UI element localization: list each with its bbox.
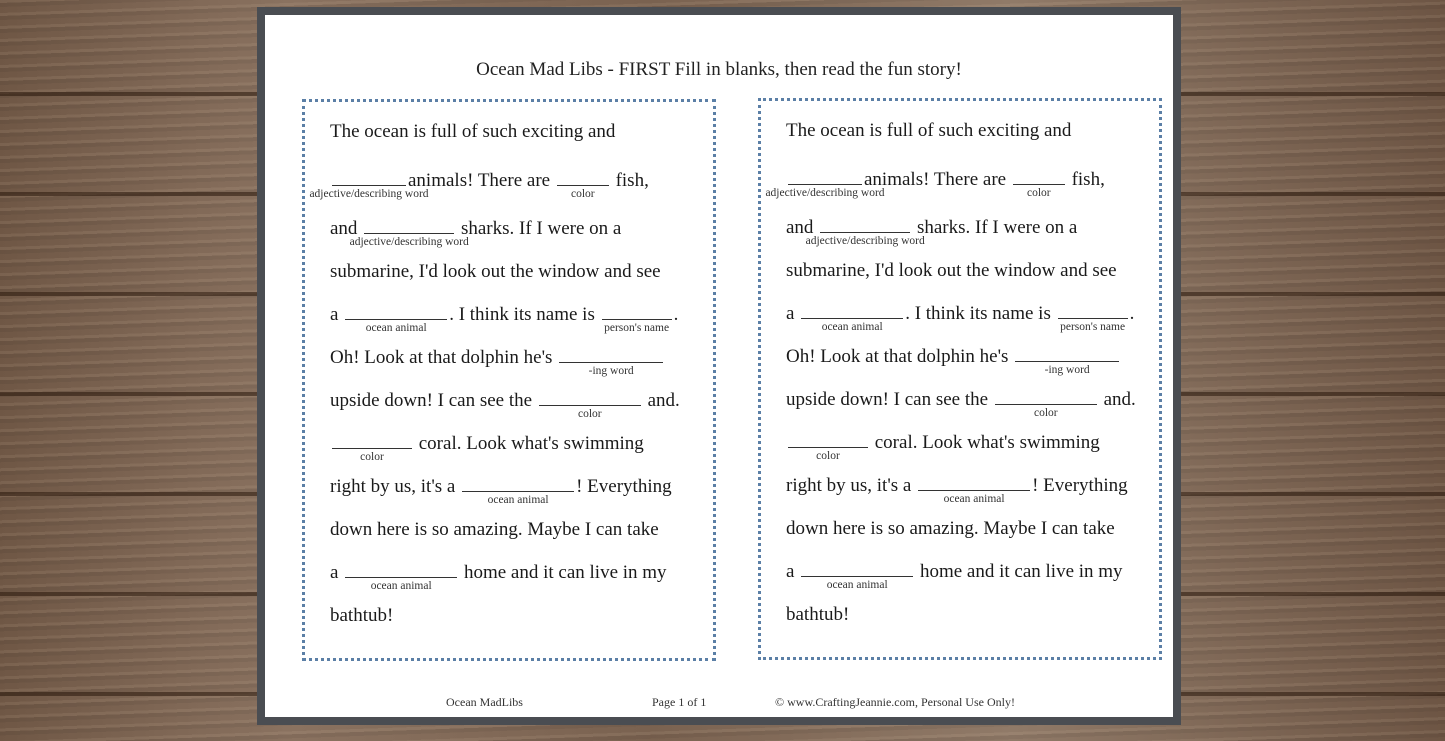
story-line: adjective/describing word animals! There are color fish,	[309, 170, 649, 200]
story-line: The ocean is full of such exciting and	[786, 120, 1072, 141]
story-line: and adjective/describing word sharks. If I were on a	[330, 218, 622, 248]
page-title: Ocean Mad Libs - FIRST Fill in blanks, then read the fun story!	[476, 59, 962, 80]
hint-label: ocean animal	[821, 321, 883, 333]
hint-label: person's name	[604, 322, 670, 334]
story-line: a ocean animal home and it can live in my	[330, 562, 667, 592]
story-line: down here is so amazing. Maybe I can take	[330, 519, 659, 540]
hint-label: -ing word	[588, 365, 634, 377]
blank-color[interactable]	[788, 431, 868, 462]
hint-label: -ing word	[1044, 364, 1090, 376]
blank-ocean-animal[interactable]	[801, 560, 913, 591]
blank-ocean-animal[interactable]	[801, 302, 903, 333]
blank-color[interactable]	[995, 388, 1097, 419]
hint-label: ocean animal	[943, 493, 1005, 505]
story-line: right by us, it's a ocean animal ! Everything	[786, 475, 1128, 505]
blank-ocean-animal[interactable]	[918, 474, 1030, 505]
hint-label: ocean animal	[370, 580, 432, 592]
footer-copyright: © www.CraftingJeannie.com, Personal Use Only!	[775, 695, 1015, 709]
story-line: bathtub!	[330, 605, 394, 626]
hint-label: color	[1034, 407, 1058, 419]
blank-color[interactable]	[332, 432, 412, 463]
hint-label: color	[571, 188, 595, 200]
story-line: and adjective/describing word sharks. If I were on a	[786, 217, 1078, 247]
story-line: Oh! Look at that dolphin he's -ing word	[330, 346, 665, 370]
blank-ocean-animal[interactable]	[345, 561, 457, 592]
story-line: a ocean animal . I think its name is person's name .	[786, 303, 1135, 333]
hint-label: adjective/describing word	[805, 235, 925, 247]
mad-libs-card-left	[302, 99, 716, 661]
mad-libs-card-right	[758, 98, 1162, 660]
hint-label: color	[1027, 187, 1051, 199]
hint-label: ocean animal	[365, 322, 427, 334]
story-line: Oh! Look at that dolphin he's -ing word	[786, 345, 1121, 369]
blank-color[interactable]	[1013, 168, 1065, 199]
footer-page-number: Page 1 of 1	[652, 695, 707, 709]
story-line: submarine, I'd look out the window and see	[786, 260, 1117, 281]
blank-color[interactable]	[557, 169, 609, 200]
story-line: submarine, I'd look out the window and see	[330, 261, 661, 282]
blank-ocean-animal[interactable]	[462, 475, 574, 506]
story-line: down here is so amazing. Maybe I can take	[786, 518, 1115, 539]
footer-title: Ocean MadLibs	[446, 695, 523, 709]
story-line: adjective/describing word animals! There are color fish,	[765, 169, 1105, 199]
blank-adjective[interactable]	[309, 169, 429, 200]
hint-label: color	[578, 408, 602, 420]
blank-color[interactable]	[539, 389, 641, 420]
story-line: a ocean animal . I think its name is person's name .	[330, 304, 679, 334]
blank-adjective[interactable]	[765, 168, 885, 199]
blank-ing-word[interactable]	[559, 346, 663, 377]
blank-adjective[interactable]	[349, 217, 469, 248]
story-line: color coral. Look what's swimming	[330, 432, 644, 456]
story-line: The ocean is full of such exciting and	[330, 121, 616, 142]
story-line: color coral. Look what's swimming	[786, 431, 1100, 455]
hint-label: adjective/describing word	[349, 236, 469, 248]
blank-ing-word[interactable]	[1015, 345, 1119, 376]
worksheet-page	[265, 15, 1173, 717]
story-line: a ocean animal home and it can live in my	[786, 561, 1123, 591]
document-frame	[257, 7, 1181, 725]
hint-label: adjective/describing word	[309, 188, 429, 200]
hint-label: ocean animal	[487, 494, 549, 506]
hint-label: ocean animal	[826, 579, 888, 591]
story-line: bathtub!	[786, 604, 850, 625]
blank-persons-name[interactable]	[1058, 302, 1128, 333]
blank-ocean-animal[interactable]	[345, 303, 447, 334]
blank-persons-name[interactable]	[602, 303, 672, 334]
hint-label: color	[816, 450, 840, 462]
hint-label: color	[360, 451, 384, 463]
hint-label: person's name	[1060, 321, 1126, 333]
blank-adjective[interactable]	[805, 216, 925, 247]
hint-label: adjective/describing word	[765, 187, 885, 199]
story-line: upside down! I can see the color and.	[786, 389, 1136, 419]
story-line: upside down! I can see the color and.	[330, 390, 680, 420]
story-line: right by us, it's a ocean animal ! Everything	[330, 476, 672, 506]
